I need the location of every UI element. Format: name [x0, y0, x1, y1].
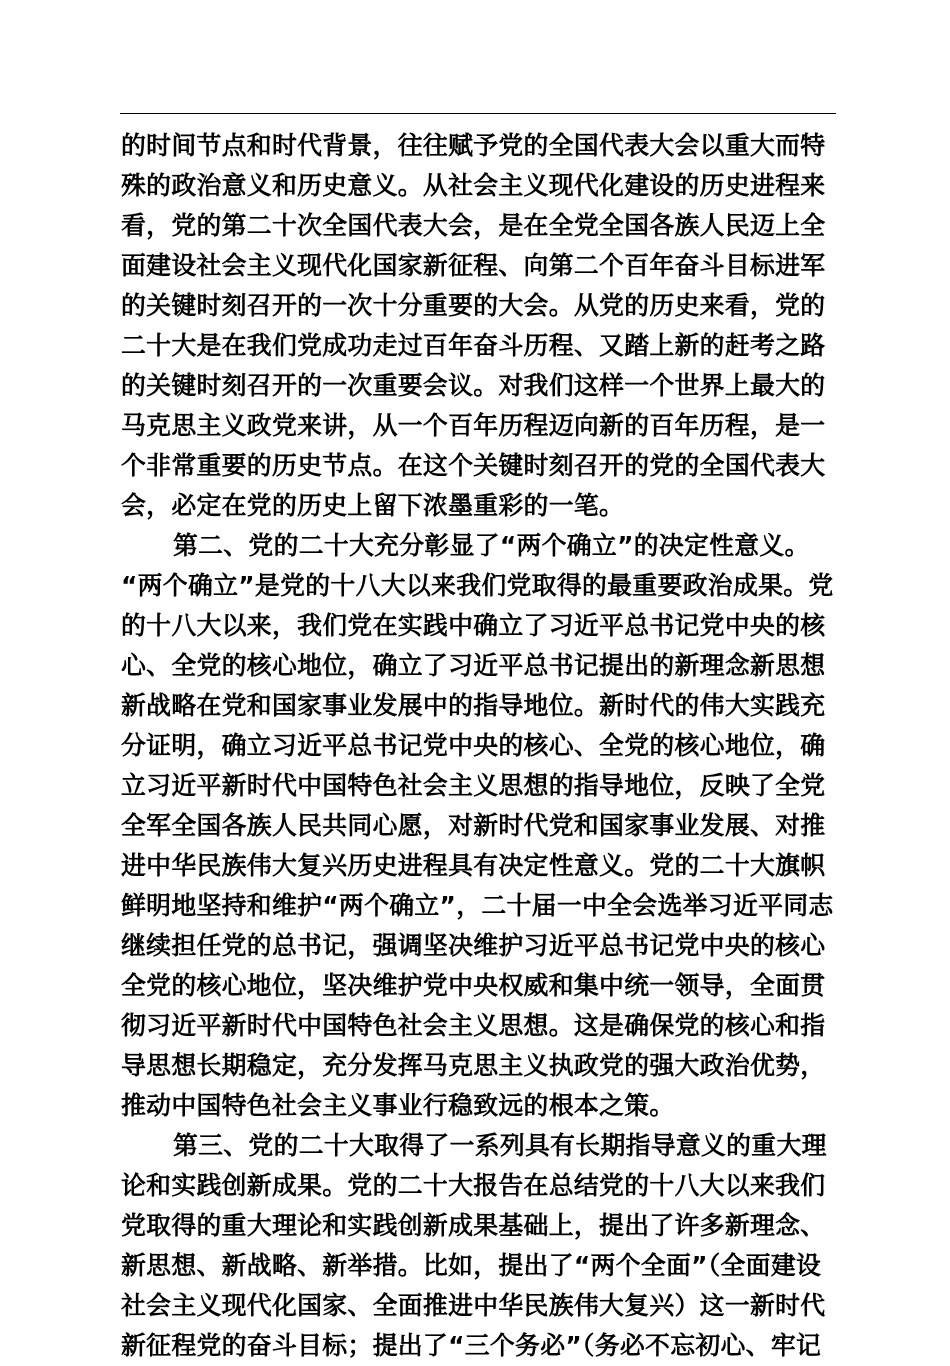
text-line: 个非常重要的历史节点。在这个关键时刻召开的党的全国代表大 [121, 451, 826, 480]
text-line: 会，必定在党的历史上留下浓墨重彩的一笔。 [121, 491, 625, 520]
text-line: 鲜明地坚持和维护“两个确立”，二十届一中全会选举习近平同志 [121, 891, 834, 920]
paragraph-start-line: 第二、党的二十大充分彰显了“两个确立”的决定性意义。 [173, 531, 810, 560]
text-line: 的关键时刻召开的一次十分重要的大会。从党的历史来看，党的 [121, 291, 826, 320]
text-line: 的时间节点和时代背景，往往赋予党的全国代表大会以重大而特 [121, 131, 826, 160]
text-line: 立习近平新时代中国特色社会主义思想的指导地位，反映了全党 [121, 771, 826, 800]
text-line: 党取得的重大理论和实践创新成果基础上，提出了许多新理念、 [121, 1211, 826, 1240]
text-line: 全军全国各族人民共同心愿，对新时代党和国家事业发展、对推 [121, 811, 826, 840]
text-line: 马克思主义政党来讲，从一个百年历程迈向新的百年历程，是一 [121, 411, 826, 440]
text-line: 全党的核心地位，坚决维护党中央权威和集中统一领导，全面贯 [121, 971, 826, 1000]
text-line: 新战略在党和国家事业发展中的指导地位。新时代的伟大实践充 [121, 691, 826, 720]
text-line: 推动中国特色社会主义事业行稳致远的根本之策。 [121, 1091, 675, 1120]
paragraph-start-line: 第三、党的二十大取得了一系列具有长期指导意义的重大理 [173, 1131, 827, 1160]
text-line: 彻习近平新时代中国特色社会主义思想。这是确保党的核心和指 [121, 1011, 826, 1040]
header-rule [120, 113, 836, 114]
text-line: 社会主义现代化国家、全面推进中华民族伟大复兴）这一新时代 [121, 1291, 826, 1320]
text-line: 分证明，确立习近平总书记党中央的核心、全党的核心地位，确 [121, 731, 826, 760]
text-line: 新征程党的奋斗目标；提出了“三个务必”（务必不忘初心、牢记 [121, 1331, 822, 1360]
text-line: 导思想长期稳定，充分发挥马克思主义执政党的强大政治优势， [121, 1051, 826, 1080]
text-line: 的关键时刻召开的一次重要会议。对我们这样一个世界上最大的 [121, 371, 826, 400]
text-line: 心、全党的核心地位，确立了习近平总书记提出的新理念新思想 [121, 651, 826, 680]
document-body [121, 126, 841, 1366]
text-line: 论和实践创新成果。党的二十大报告在总结党的十八大以来我们 [121, 1171, 826, 1200]
text-line: 的十八大以来，我们党在实践中确立了习近平总书记党中央的核 [121, 611, 826, 640]
text-line: 二十大是在我们党成功走过百年奋斗历程、又踏上新的赶考之路 [121, 331, 826, 360]
text-line: 进中华民族伟大复兴历史进程具有决定性意义。党的二十大旗帜 [121, 851, 826, 880]
text-line: 面建设社会主义现代化国家新征程、向第二个百年奋斗目标进军 [121, 251, 826, 280]
text-line: 继续担任党的总书记，强调坚决维护习近平总书记党中央的核心 [121, 931, 826, 960]
text-line: 看，党的第二十次全国代表大会，是在全党全国各族人民迈上全 [121, 211, 826, 240]
text-line: “两个确立”是党的十八大以来我们党取得的最重要政治成果。党 [121, 571, 834, 600]
text-line: 新思想、新战略、新举措。比如，提出了“两个全面”（全面建设 [121, 1251, 822, 1280]
text-line: 殊的政治意义和历史意义。从社会主义现代化建设的历史进程来 [121, 171, 826, 200]
